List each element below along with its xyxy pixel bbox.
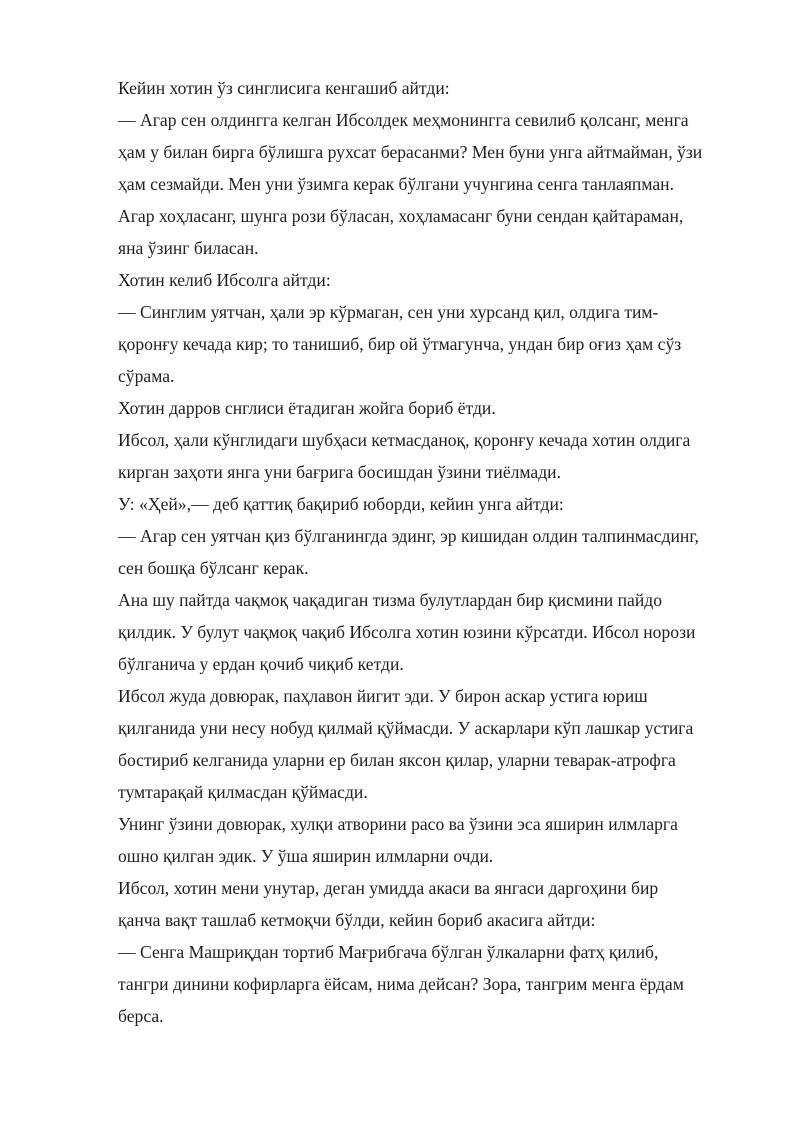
text-line: У: «Ҳей»,— деб қаттиқ бақириб юборди, кейин унга айтди: bbox=[118, 494, 564, 514]
text-line: берса. bbox=[118, 1006, 164, 1026]
text-line: қилдик. У булут чақмоқ чақиб Ибсолга хотин юзини кўрсатди. Ибсол норози bbox=[118, 622, 696, 642]
text-line: яна ўзинг биласан. bbox=[118, 238, 259, 258]
text-line: қанча вақт ташлаб кетмоқчи бўлди, кейин бориб акасига айтди: bbox=[118, 910, 596, 930]
text-line: Ибсол, хотин мени унутар, деган умидда акаси ва янгаси даргоҳини бир bbox=[118, 878, 659, 898]
text-line: Ибсол, ҳали кўнглидаги шубҳаси кетмасданоқ, қоронғу кечада хотин олдига bbox=[118, 430, 691, 450]
text-line: сўрама. bbox=[118, 366, 175, 386]
text-line: Унинг ўзини довюрак, хулқи атворини расо ва ўзини эса яширин илмларга bbox=[118, 814, 678, 834]
text-line: тангри динини кофирларга ёйсам, нима дейсан? Зора, тангрим менга ёрдам bbox=[118, 974, 684, 994]
text-line: тумтарақай қилмасдан қўймасди. bbox=[118, 782, 368, 802]
text-body bbox=[118, 72, 758, 1032]
text-line: қилганида уни несу нобуд қилмай қўймасди. У аскарлари кўп лашкар устига bbox=[118, 718, 694, 738]
text-line: Хотин келиб Ибсолга айтди: bbox=[118, 270, 331, 290]
text-line: ҳам у билан бирга бўлишга рухсат берасанми? Мен буни унга айтмайман, ўзи bbox=[118, 142, 703, 162]
text-line: қоронғу кечада кир; то танишиб, бир ой ўтмагунча, ундан бир оғиз ҳам сўз bbox=[118, 334, 682, 354]
text-line: бостириб келганида уларни ер билан яксон қилар, уларни теварак-атрофга bbox=[118, 750, 676, 770]
text-line: бўлганича у ердан қочиб чиқиб кетди. bbox=[118, 654, 404, 674]
text-line: — Агар сен уятчан қиз бўлганингда эдинг, эр кишидан олдин талпинмасдинг, bbox=[118, 526, 699, 546]
text-line: ҳам сезмайди. Мен уни ўзимга керак бўлгани учунгина сенга танлаяпман. bbox=[118, 174, 674, 194]
text-line: — Агар сен олдингга келган Ибсолдек меҳмонингга севилиб қолсанг, менга bbox=[118, 110, 689, 130]
text-line: Агар хоҳласанг, шунга рози бўласан, хоҳламасанг буни сендан қайтараман, bbox=[118, 206, 684, 226]
text-line: Ибсол жуда довюрак, паҳлавон йигит эди. У бирон аскар устига юриш bbox=[118, 686, 648, 706]
text-line: ошно қилган эдик. У ўша яширин илмларни очди. bbox=[118, 846, 494, 866]
text-line: кирган заҳоти янга уни бағрига босишдан ўзини тиёлмади. bbox=[118, 462, 561, 482]
text-line: — Синглим уятчан, ҳали эр кўрмаган, сен уни хурсанд қил, олдига тим- bbox=[118, 302, 659, 322]
text-line: — Сенга Машриқдан тортиб Мағрибгача бўлган ўлкаларни фатҳ қилиб, bbox=[118, 942, 659, 962]
text-line: Кейин хотин ўз синглисига кенгашиб айтди: bbox=[118, 78, 450, 98]
text-line: Хотин дарров снглиси ётадиган жойга бориб ётди. bbox=[118, 398, 496, 418]
text-line: сен бошқа бўлсанг керак. bbox=[118, 558, 309, 578]
text-line: Ана шу пайтда чақмоқ чақадиган тизма булутлардан бир қисмини пайдо bbox=[118, 590, 663, 610]
